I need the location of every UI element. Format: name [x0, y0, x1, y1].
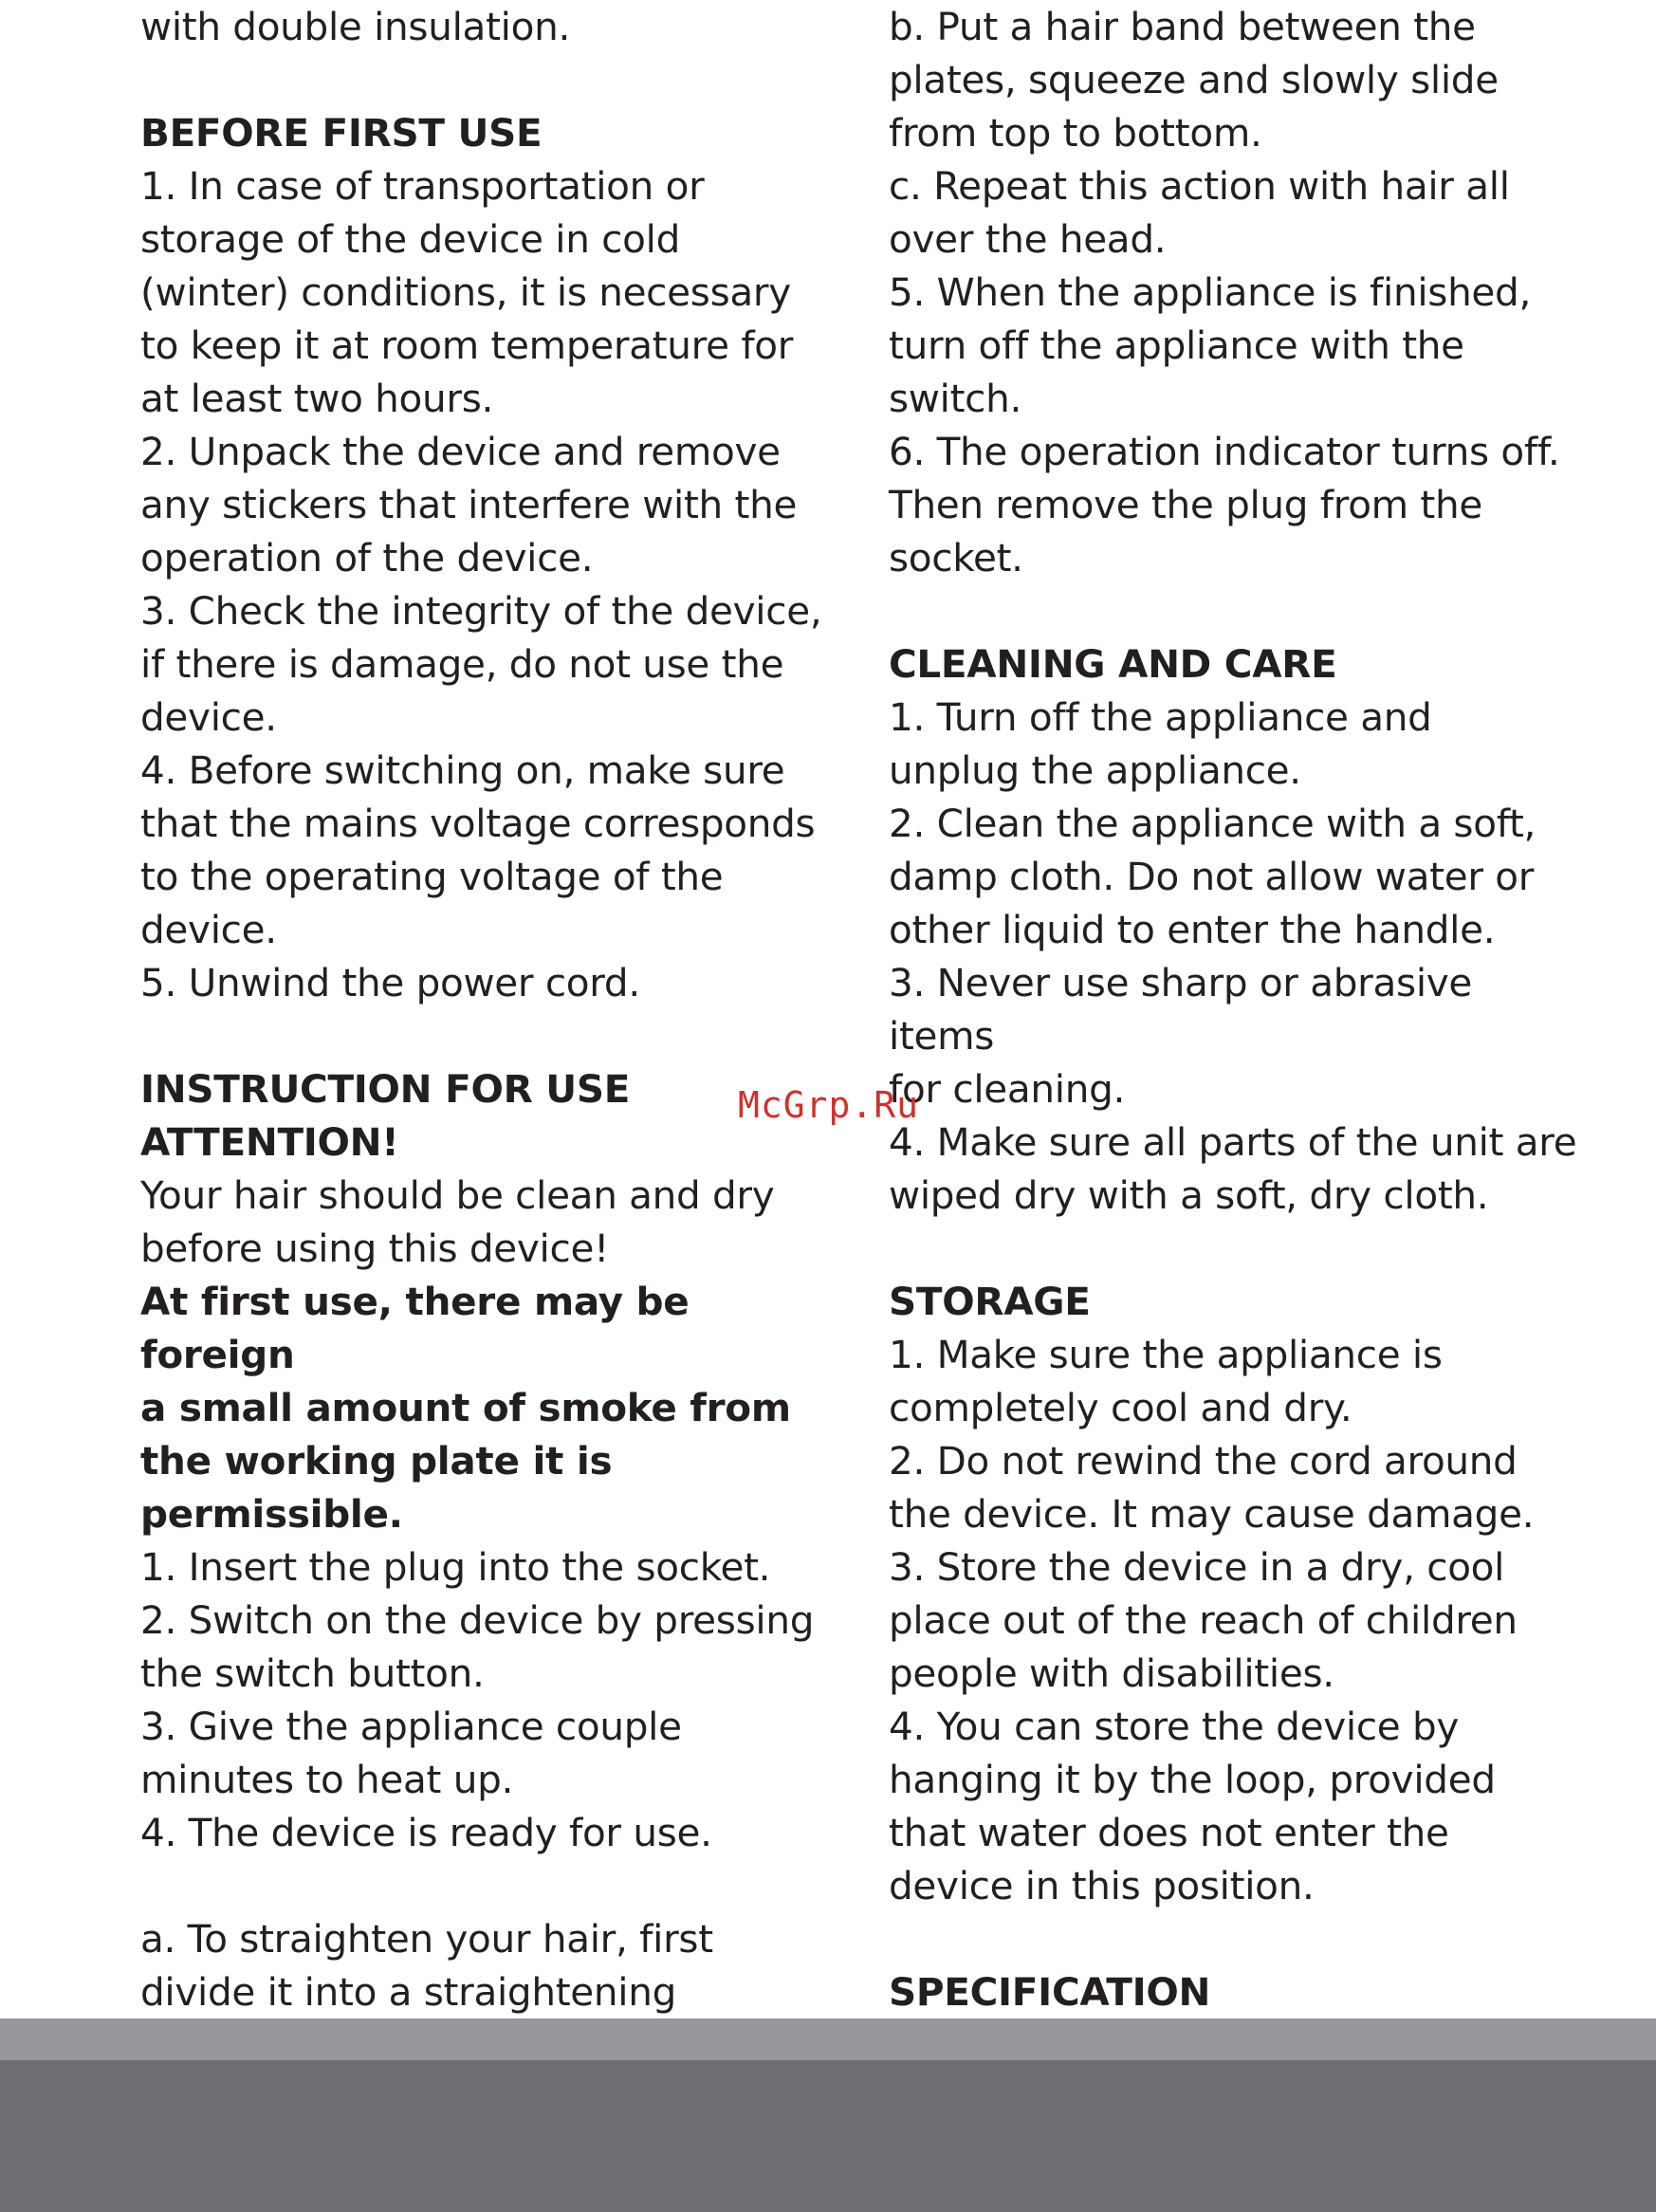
before-first-use-item: 1. In case of transportation or storage of the device in cold (winter) conditions, it is necessary to keep it at room temperature for at least two hours. — [140, 163, 794, 421]
cleaning-item: 2. Clean the appliance with a soft, damp cloth. Do not allow water or other liquid to enter the handle. — [889, 801, 1536, 952]
before-first-use-item: 2. Unpack the device and remove any stickers that interfere with the operation of the device. — [140, 429, 798, 581]
instruction-step-c: c. Repeat this action with hair all over the head. — [889, 163, 1510, 262]
right-column — [889, 0, 1581, 2072]
before-first-use-item: 5. Unwind the power cord. — [140, 960, 640, 1005]
instruction-step-b: b. Put a hair band between the plates, squeeze and slowly slide from top to bottom. — [889, 4, 1499, 156]
before-first-use-item: 3. Check the integrity of the device, if there is damage, do not use the device. — [140, 588, 822, 740]
storage-item: 2. Do not rewind the cord around the device. It may cause damage. — [889, 1438, 1535, 1537]
left-column — [140, 0, 823, 2072]
before-first-use-heading: BEFORE FIRST USE — [140, 110, 543, 156]
specification-heading: SPECIFICATION — [889, 1969, 1211, 2015]
intro-tail: with double insulation. — [140, 4, 571, 49]
watermark: McGrp.Ru — [738, 1084, 920, 1126]
instruction-item: 2. Switch on the device by pressing the switch button. — [140, 1597, 815, 1696]
storage-item: 3. Store the device in a dry, cool place out of the reach of children people with disabilities. — [889, 1544, 1518, 1696]
instruction-item: 4. The device is ready for use. — [140, 1810, 712, 1855]
storage-item: 1. Make sure the appliance is completely cool and dry. — [889, 1332, 1443, 1430]
instruction-item: 6. The operation indicator turns off. Then remove the plug from the socket. — [889, 429, 1560, 581]
cleaning-item: 4. Make sure all parts of the unit are wiped dry with a soft, dry cloth. — [889, 1119, 1577, 1218]
cleaning-item: 1. Turn off the appliance and unplug the appliance. — [889, 694, 1432, 793]
cleaning-item: 3. Never use sharp or abrasive items for cleaning. — [889, 960, 1473, 1112]
footer-band-dark — [0, 2060, 1656, 2212]
instruction-for-use-heading: INSTRUCTION FOR USE ATTENTION! — [140, 1066, 631, 1165]
instruction-item: 1. Insert the plug into the socket. — [140, 1544, 771, 1590]
instruction-item: 3. Give the appliance couple minutes to heat up. — [140, 1704, 682, 1802]
storage-item: 4. You can store the device by hanging it by the loop, provided that water does not enter the device in this position. — [889, 1704, 1496, 1908]
cleaning-and-care-heading: CLEANING AND CARE — [889, 641, 1337, 687]
instruction-step-a: a. To straighten your hair, first divide it into a straightening — [140, 1916, 713, 2015]
instruction-item: 5. When the appliance is finished, turn off the appliance with the switch. — [889, 269, 1532, 421]
first-use-smoke-note: At first use, there may be foreign a small amount of smoke from the working plate it is permissible. — [140, 1279, 791, 1537]
clean-hair-note: Your hair should be clean and dry before using this device! — [140, 1172, 775, 1271]
before-first-use-item: 4. Before switching on, make sure that the mains voltage corresponds to the operating voltage of the device. — [140, 747, 816, 952]
storage-heading: STORAGE — [889, 1279, 1091, 1324]
footer-band-light — [0, 2018, 1656, 2060]
